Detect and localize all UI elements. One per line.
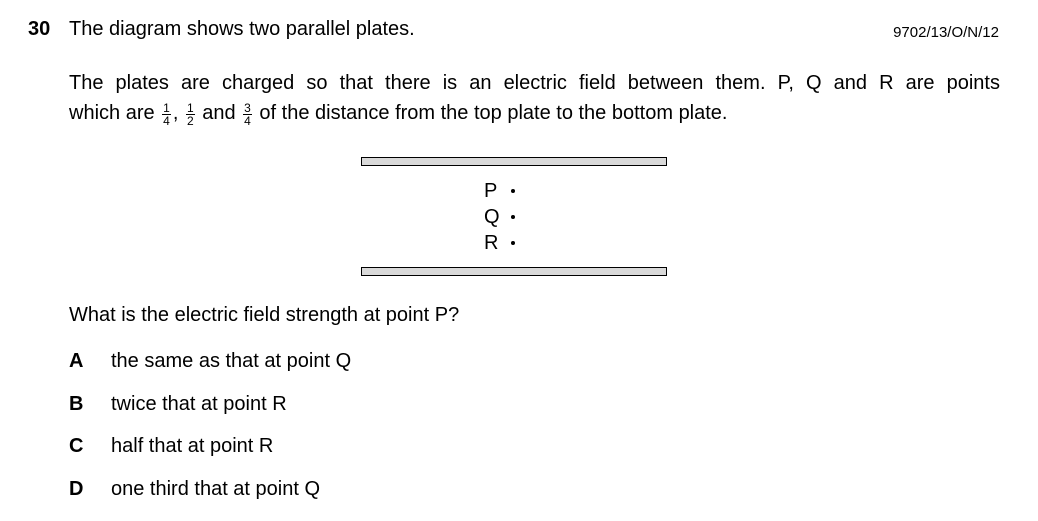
paragraph-line-2 [69,98,1000,128]
fraction-denominator: 2 [186,114,194,128]
and-word: and [202,102,236,124]
option-text: one third that at point Q [111,478,321,500]
fraction-numerator: 1 [163,101,170,115]
paragraph-line-1: The plates are charged so that there is an electric field between them. P, Q and R are points [69,72,1000,94]
fraction-denominator: 4 [244,114,251,128]
option-b[interactable] [69,393,287,416]
option-c[interactable] [69,435,273,458]
point-p-label: P [484,180,498,202]
point-p-dot [511,189,515,193]
question-intro: The diagram shows two parallel plates. [69,18,415,40]
question-stem: What is the electric field strength at point P? [69,304,460,326]
fraction-numerator: 1 [186,101,194,115]
fraction-denominator: 4 [163,114,170,128]
fraction-three-quarters [243,102,252,127]
fraction-one-half [186,102,195,127]
option-a[interactable] [69,350,351,373]
option-text: half that at point R [111,435,274,457]
point-q-dot [511,215,515,219]
point-r-label: R [484,232,499,254]
option-text: the same as that at point Q [111,350,352,372]
option-letter: D [69,478,84,500]
top-plate [361,157,667,166]
option-d[interactable] [69,478,320,501]
comma: , [172,102,179,124]
fraction-numerator: 3 [244,101,251,115]
option-letter: B [69,393,84,415]
paper-reference: 9702/13/O/N/12 [893,24,999,41]
fraction-one-quarter [162,102,171,127]
bottom-plate [361,267,667,276]
option-letter: A [69,350,84,372]
paragraph-text: which are [69,102,155,124]
question-paragraph [69,68,1000,128]
option-letter: C [69,435,84,457]
point-q-label: Q [484,206,500,228]
point-r-dot [511,241,515,245]
option-text: twice that at point R [111,393,287,415]
question-number: 30 [28,18,51,40]
paragraph-text: of the distance from the top plate to the bottom plate. [259,102,728,124]
